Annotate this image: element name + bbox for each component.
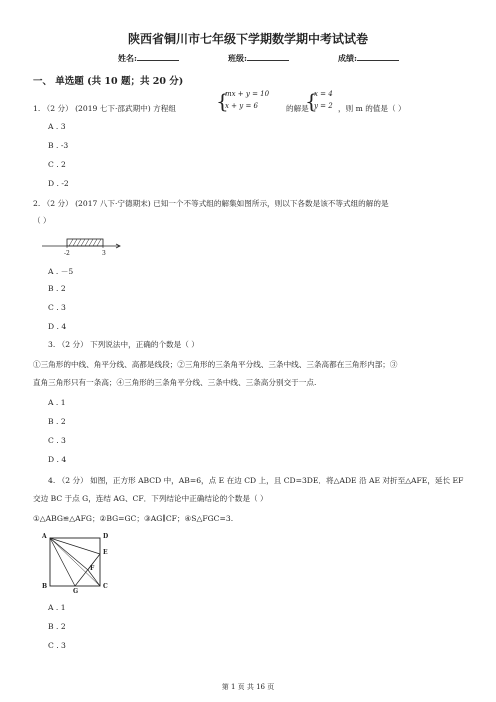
brace-icon: { [305,89,318,113]
solution-line: y = 2 [314,102,333,110]
q3-stem: 3. （2 分） 下列说法中，正确的个数是（ ） [48,340,199,349]
exam-title: 陕西省铜川市七年级下学期数学期中考试试卷 [127,32,368,46]
page-footer: 第 1 页 共 16 页 [221,683,275,691]
class-blank [247,52,289,61]
q1-stem-c: ，则 m 的值是（ ） [338,104,406,113]
q4-stem-line1: 4. （2 分） 如图，正方形 ABCD 中，AB=6，点 E 在边 CD 上，且 CD=3DE．将△ADE 沿 AE 对折至△AFE，延长 EF [48,476,464,485]
name-label: 姓名: [118,53,137,63]
number-line-icon [40,232,124,260]
q1-stem-a: 1. （2 分） (2019 七下·邵武期中) 方程组 [33,104,176,113]
name-field [118,52,179,64]
brace-icon: { [216,89,229,113]
vertex-label: F [90,565,95,572]
q2-option-d: D . 4 [48,322,67,331]
q3-option-a: A . 1 [48,398,66,407]
vertex-label: A [42,533,47,540]
q3-text-line2: 直角三角形只有一条高；④三角形的三条角平分线、三条中线、三条高分别交于一点. [33,378,317,387]
vertex-label: G [73,588,79,595]
class-field [228,52,289,64]
q4-option-c: C . 3 [48,641,66,650]
q4-conclusions: ①△ABG≌△AFG；②BG=GC；③AG∥CF；④S△FGC=3. [33,514,234,523]
q4-stem-line2: 交边 BC 于点 G，连结 AG、CF．下列结论中正确结论的个数是（ ） [33,494,268,503]
q4-option-b: B . 2 [48,622,66,631]
equation-line: mx + y = 10 [225,90,270,98]
q1-option-c: C . 2 [48,160,66,169]
q3-text-line1: ①三角形的中线、角平分线、高都是线段；②三角形的三条角平分线、三条中线、三条高都在三角形内部；③ [33,360,398,369]
score-field [338,52,399,64]
axis-label: 3 [102,250,106,257]
vertex-label: D [103,533,109,540]
score-label: 成绩: [338,53,357,63]
number-line-figure [40,232,124,260]
q3-option-b: B . 2 [48,417,66,426]
q1-option-b: B . -3 [48,141,69,150]
q1-stem-b: 的解是 [286,104,309,113]
q2-stem-line1: 2. （2 分） (2017 八下·宁德期末) 已知一个不等式组的解集如图所示，则以下各数是该不等式组的解的是 [33,199,389,208]
q2-stem-line2: （ ） [33,216,51,225]
vertex-label: B [42,583,48,590]
vertex-label: E [103,549,108,556]
q2-option-b: B . 2 [48,284,66,293]
q3-option-c: C . 3 [48,436,66,445]
name-blank [137,52,179,61]
square-figure [42,533,116,595]
q1-option-a: A . 3 [48,122,66,131]
section-heading: 一、 单选题 (共 10 题；共 20 分) [33,76,184,87]
q4-option-a: A . 1 [48,603,66,612]
q2-option-c: C . 3 [48,303,66,312]
q1-option-d: D . -2 [48,179,69,188]
q2-option-a: A . －5 [48,267,74,276]
equation-line: x + y = 6 [225,102,258,110]
score-blank [357,52,399,61]
q3-option-d: D . 4 [48,455,67,464]
axis-label: -2 [64,250,70,257]
solution-line: x = 4 [314,90,333,98]
vertex-label: C [103,583,108,590]
class-label: 班级: [228,53,247,63]
